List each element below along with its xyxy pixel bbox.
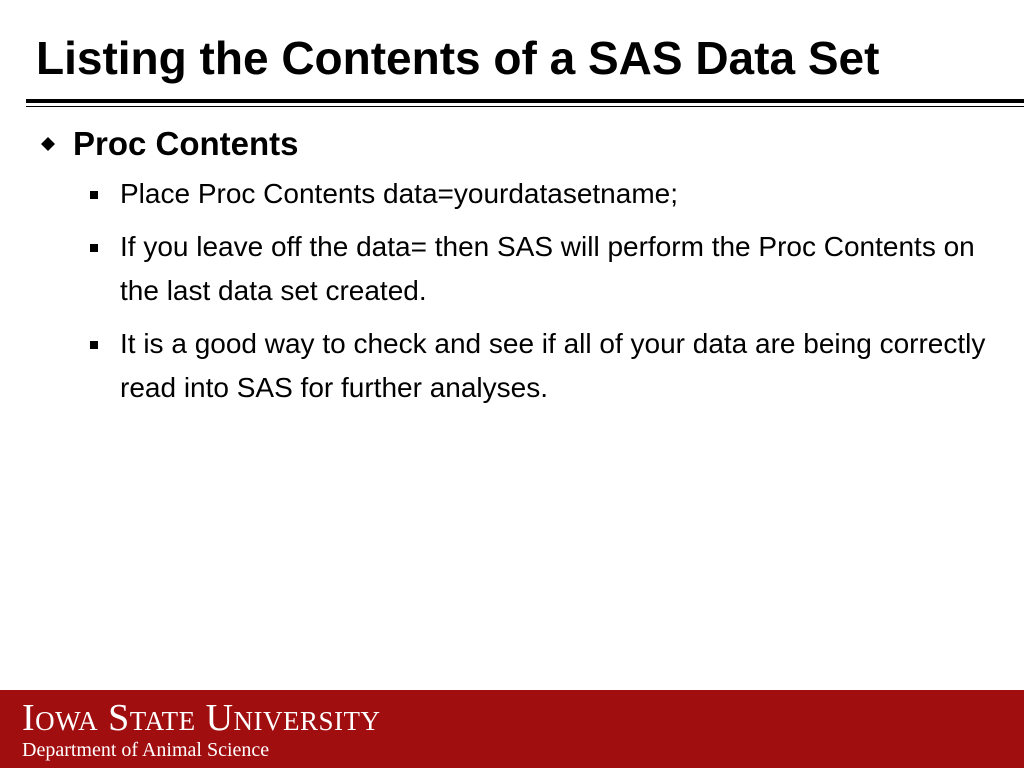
bullet-level1-text: Proc Contents (73, 125, 299, 162)
sub-bullet-text: It is a good way to check and see if all of your data are being correctly read into SAS for further analyses. (120, 328, 986, 403)
sub-bullet-text: If you leave off the data= then SAS will perform the Proc Contents on the last data set created. (120, 231, 975, 306)
sub-bullet-item (88, 172, 988, 216)
diamond-bullet-icon (41, 137, 55, 151)
square-bullet-icon (90, 244, 98, 252)
bullet-level1 (38, 122, 299, 166)
slide-title: Listing the Contents of a SAS Data Set (36, 32, 880, 84)
sub-bullet-item (88, 225, 988, 313)
department-name: Department of Animal Science (22, 739, 270, 761)
sub-bullet-text: Place Proc Contents data=yourdatasetname; (120, 178, 679, 209)
title-divider-thick (26, 99, 1024, 103)
title-divider-thin (26, 106, 1024, 107)
sub-bullet-item (88, 322, 988, 410)
square-bullet-icon (90, 191, 98, 199)
square-bullet-icon (90, 341, 98, 349)
footer-banner (0, 690, 1024, 768)
university-name: Iowa State University (22, 697, 381, 739)
sub-bullet-list (88, 172, 988, 419)
